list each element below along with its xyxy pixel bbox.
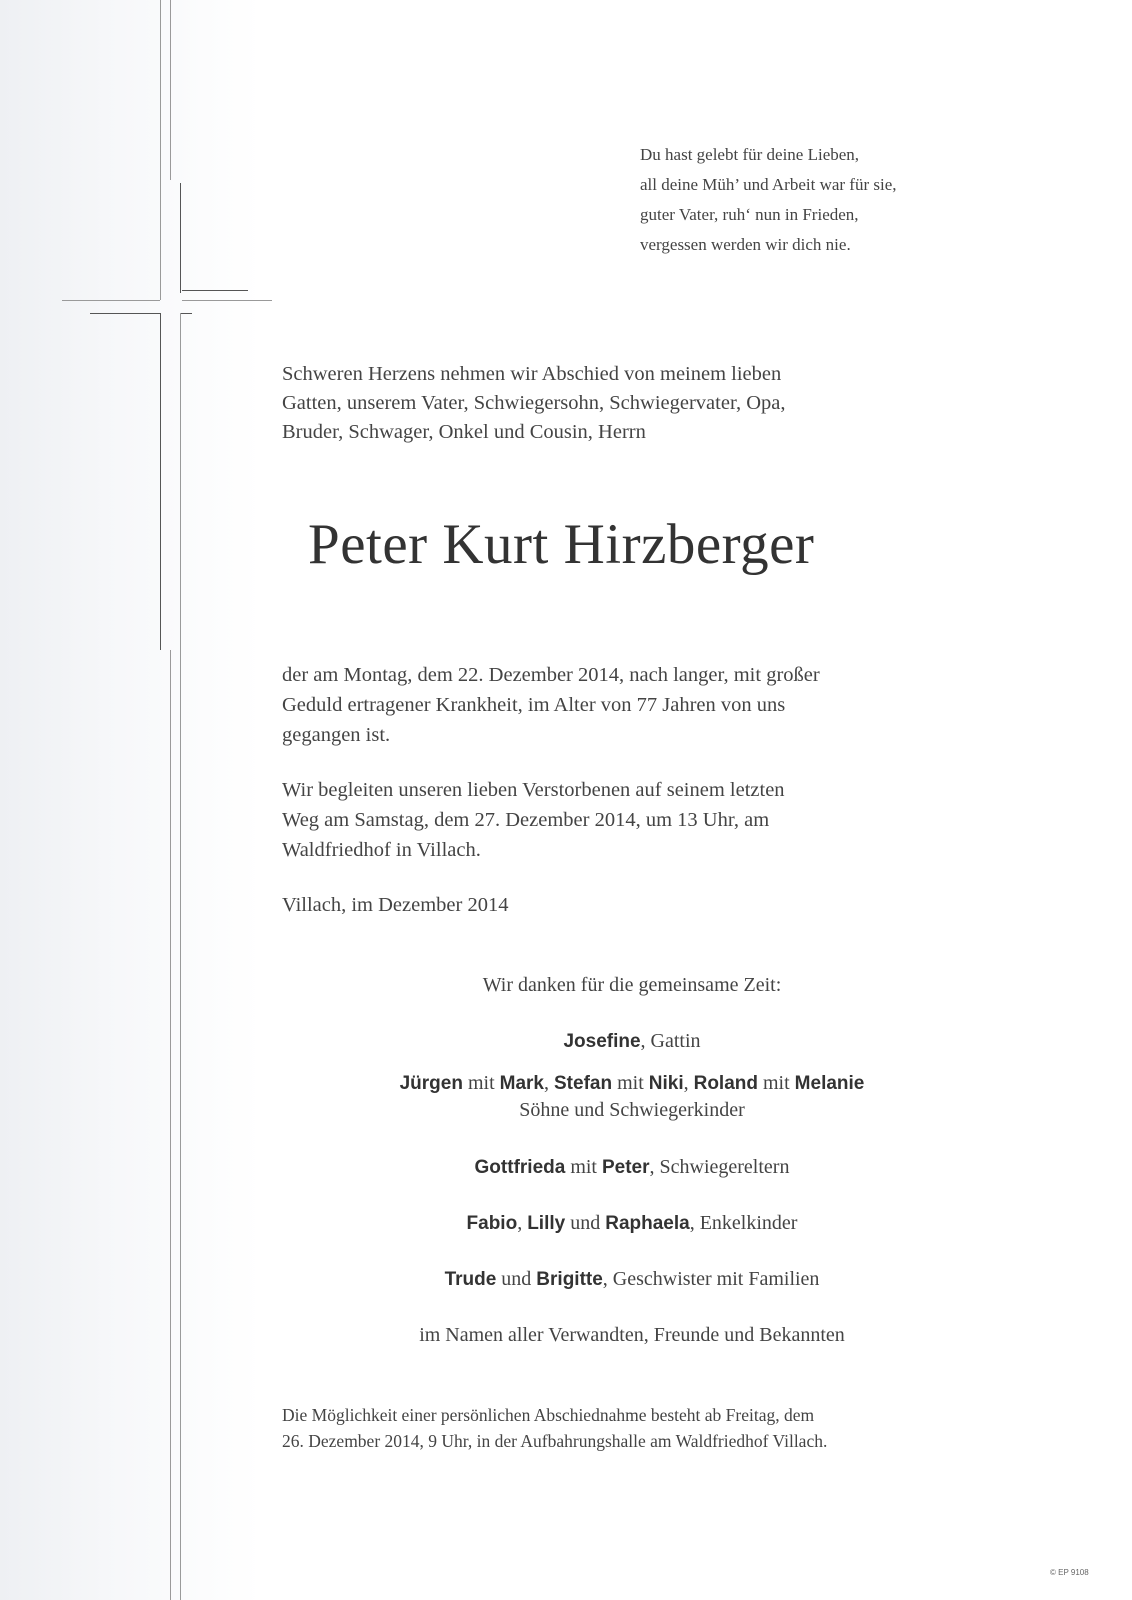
grandchild-name: Lilly	[527, 1213, 566, 1234]
place-date	[282, 890, 1002, 920]
poem-line: Du hast gelebt für deine Lieben,	[640, 145, 860, 164]
siblings-line	[282, 1265, 982, 1294]
connector: und	[565, 1212, 606, 1234]
inlaws-line	[282, 1153, 982, 1182]
poem-line: vergessen werden wir dich nie.	[640, 235, 851, 254]
inlaw-name: Peter	[601, 1157, 650, 1178]
sibling-name: Brigitte	[536, 1269, 603, 1290]
son-name: Jürgen	[399, 1073, 463, 1094]
footer-line: 26. Dezember 2014, 9 Uhr, in der Aufbahrungshalle am Waldfriedhof Villach.	[282, 1431, 828, 1451]
paragraph-line: der am Montag, dem 22. Dezember 2014, nach langer, mit großer	[282, 664, 820, 686]
partner-name: Mark	[499, 1073, 544, 1094]
connector: mit	[612, 1072, 649, 1094]
footer-line: Die Möglichkeit einer persönlichen Abschiednahme besteht ab Freitag, dem	[282, 1405, 815, 1425]
connector: mit	[758, 1072, 795, 1094]
connector: und	[496, 1268, 537, 1290]
sibling-name: Trude	[444, 1269, 497, 1290]
paragraph-line: Weg am Samstag, dem 27. Dezember 2014, um 13 Uhr, am	[282, 809, 770, 831]
intro-line: Bruder, Schwager, Onkel und Cousin, Herrn	[282, 421, 646, 443]
intro-text	[282, 360, 982, 447]
connector: mit	[565, 1156, 602, 1178]
paragraph-line: Waldfriedhof in Villach.	[282, 839, 481, 861]
separator: ,	[683, 1072, 694, 1094]
closing-line: im Namen aller Verwandten, Freunde und Bekannten	[419, 1324, 845, 1346]
siblings-role: , Geschwister mit Familien	[602, 1268, 820, 1290]
wife-role: , Gattin	[640, 1030, 701, 1052]
deceased-name: Peter Kurt Hirzberger	[308, 513, 815, 576]
partner-name: Melanie	[794, 1073, 865, 1094]
grandchildren-line	[282, 1209, 982, 1238]
paragraph-line: Geduld ertragener Krankheit, im Alter von 77 Jahren von uns	[282, 694, 786, 716]
separator: ,	[544, 1072, 554, 1094]
place-date-line: Villach, im Dezember 2014	[282, 894, 509, 916]
partner-name: Niki	[648, 1073, 684, 1094]
wife-name: Josefine	[563, 1031, 641, 1052]
separator: ,	[517, 1212, 528, 1234]
poem-line: guter Vater, ruh‘ nun in Frieden,	[640, 205, 859, 224]
sons-line	[282, 1069, 982, 1098]
wife-line	[282, 1027, 982, 1056]
paragraph-line: gegangen ist.	[282, 724, 391, 746]
funeral-paragraph	[282, 775, 1002, 865]
viewing-notice	[282, 1402, 1002, 1454]
connector: mit	[462, 1072, 500, 1094]
paragraph-line: Wir begleiten unseren lieben Verstorbenen auf seinem letzten	[282, 779, 785, 801]
death-notice-paragraph	[282, 660, 1002, 750]
inlaw-name: Gottfrieda	[474, 1157, 566, 1178]
son-name: Roland	[693, 1073, 758, 1094]
son-name: Stefan	[554, 1073, 613, 1094]
intro-line: Gatten, unserem Vater, Schwiegersohn, Schwiegervater, Opa,	[282, 392, 786, 414]
poem	[640, 140, 980, 260]
grandchild-name: Fabio	[466, 1213, 518, 1234]
poem-line: all deine Müh’ und Arbeit war für sie,	[640, 175, 897, 194]
thanks-line: Wir danken für die gemeinsame Zeit:	[482, 974, 782, 996]
grandchildren-role: , Enkelkinder	[689, 1212, 798, 1234]
sons-role: Söhne und Schwiegerkinder	[519, 1099, 745, 1121]
inlaws-role: , Schwiegereltern	[649, 1156, 790, 1178]
print-code: © EP 9108	[1050, 1568, 1089, 1577]
intro-line: Schweren Herzens nehmen wir Abschied von meinem lieben	[282, 363, 782, 385]
grandchild-name: Raphaela	[605, 1213, 690, 1234]
